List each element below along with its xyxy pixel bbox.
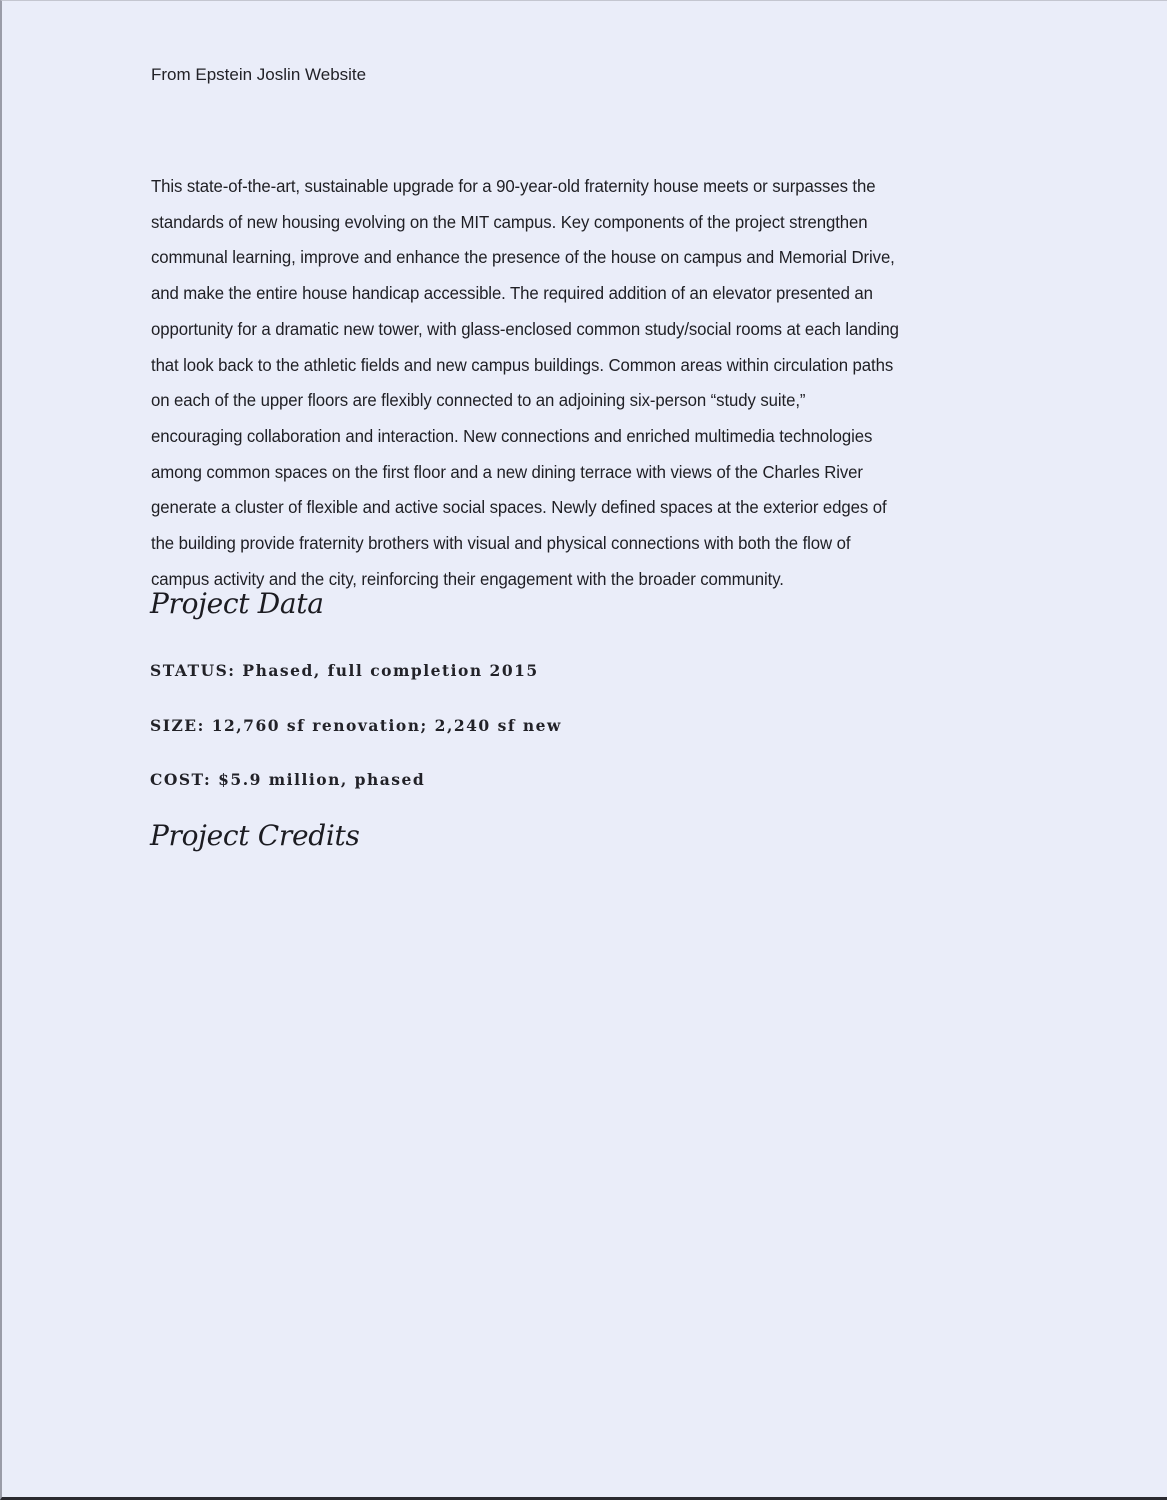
description-line: This state-of-the-art, sustainable upgrade for a 90-year-old fraternity house meets or surpasses the	[151, 176, 876, 196]
description-line: encouraging collaboration and interaction. New connections and enriched multimedia technologies	[151, 425, 873, 446]
description-line: that look back to the athletic fields and new campus buildings. Common areas within circulation paths	[151, 354, 894, 375]
description-line: among common spaces on the first floor and a new dining terrace with views of the Charles River	[151, 461, 863, 482]
project-credits-heading: Project Credits	[150, 819, 360, 852]
description-line: on each of the upper floors are flexibly connected to an adjoining six-person “study suite,”	[151, 390, 806, 411]
project-status: STATUS: Phased, full completion 2015	[150, 661, 539, 680]
description-line: generate a cluster of flexible and active social spaces. Newly defined spaces at the exterior edges of	[151, 497, 887, 518]
source-attribution: From Epstein Joslin Website	[151, 65, 367, 84]
project-cost: COST: $5.9 million, phased	[150, 770, 426, 789]
project-description	[151, 169, 1020, 597]
description-line: campus activity and the city, reinforcing their engagement with the broader community.	[151, 568, 784, 589]
description-line: communal learning, improve and enhance the presence of the house on campus and Memorial Drive,	[151, 247, 895, 268]
description-line: and make the entire house handicap accessible. The required addition of an elevator presented an	[151, 283, 873, 304]
project-data-heading: Project Data	[150, 587, 324, 620]
description-line: the building provide fraternity brothers with visual and physical connections with both the flow of	[151, 533, 851, 554]
description-line: opportunity for a dramatic new tower, with glass-enclosed common study/social rooms at each landing	[151, 318, 899, 339]
description-line: standards of new housing evolving on the MIT campus. Key components of the project strengthen	[151, 211, 868, 232]
project-size: SIZE: 12,760 sf renovation; 2,240 sf new	[150, 716, 562, 735]
